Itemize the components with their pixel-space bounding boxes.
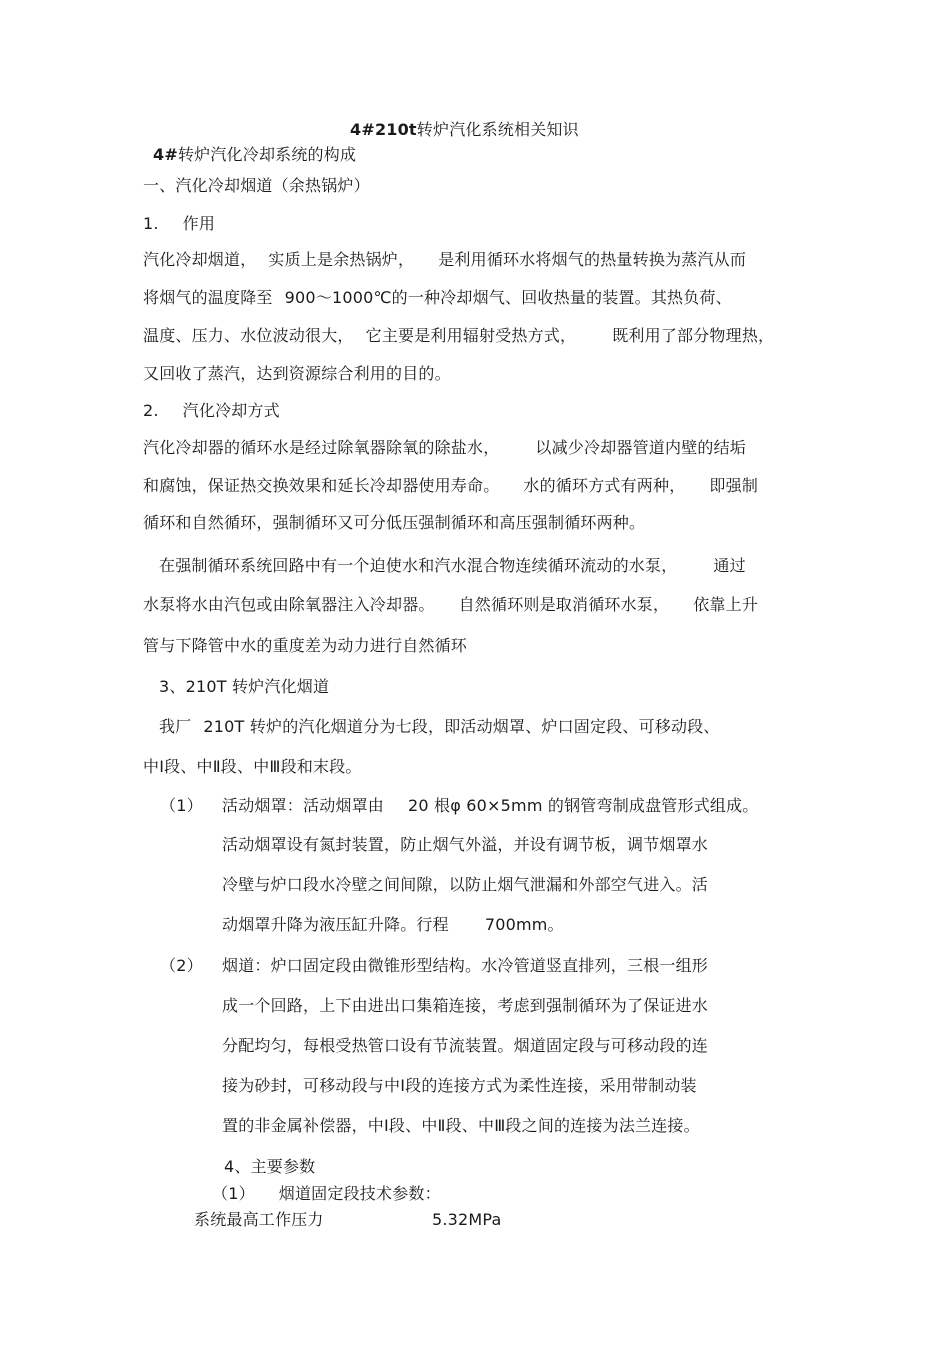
item-4-heading: 4、主要参数 xyxy=(224,1157,316,1176)
paragraph-line: 我厂 210T 转炉的汽化烟道分为七段，即活动烟罩、炉口固定段、可移动段、 xyxy=(159,717,720,736)
sub-item-number: （2） xyxy=(160,956,203,975)
sub-item-line: 成一个回路，上下由进出口集箱连接，考虑到强制循环为了保证进水 xyxy=(222,996,709,1015)
sub-item-line: 活动烟罩：活动烟罩由 20 根φ 60×5mm 的钢管弯制成盘管形式组成。 xyxy=(222,796,759,815)
sub-item-number: （1） xyxy=(160,796,203,815)
page-title: 4#210t转炉汽化系统相关知识 xyxy=(350,120,579,139)
sub-item-line: 动烟罩升降为液压缸升降。行程 700mm。 xyxy=(222,915,564,934)
sub-item-line: 活动烟罩设有氮封装置，防止烟气外溢，并设有调节板，调节烟罩水 xyxy=(222,835,709,854)
sub-item-line: 分配均匀，每根受热管口设有节流装置。烟道固定段与可移动段的连 xyxy=(222,1036,709,1055)
section-heading: 4#转炉汽化冷却系统的构成 xyxy=(153,145,357,164)
item-1-heading: 1. 作用 xyxy=(143,214,216,233)
paragraph-line: 水泵将水由汽包或由除氧器注入冷却器。 自然循环则是取消循环水泵， 依靠上升 xyxy=(143,595,759,614)
item-3-heading: 3、210T 转炉汽化烟道 xyxy=(159,677,330,696)
section-1-heading: 一、汽化冷却烟道（余热锅炉） xyxy=(143,176,370,195)
param-value: 5.32MPa xyxy=(432,1210,502,1229)
paragraph-line: 将烟气的温度降至 900～1000℃的一种冷却烟气、回收热量的装置。其热负荷、 xyxy=(143,288,732,307)
item-2-heading: 2. 汽化冷却方式 xyxy=(143,401,280,420)
paragraph-line: 汽化冷却烟道， 实质上是余热锅炉， 是利用循环水将烟气的热量转换为蒸汽从而 xyxy=(143,250,747,269)
paragraph-line: 温度、压力、水位波动很大， 它主要是利用辐射受热方式， 既利用了部分物理热， xyxy=(143,326,775,345)
paragraph-line: 循环和自然循环，强制循环又可分低压强制循环和高压强制循环两种。 xyxy=(143,513,646,532)
paragraph-line: 又回收了蒸汽，达到资源综合利用的目的。 xyxy=(143,364,451,383)
sub-item-line: 置的非金属补偿器，中Ⅰ段、中Ⅱ段、中Ⅲ段之间的连接为法兰连接。 xyxy=(222,1116,700,1135)
sub-item-line: 烟道：炉口固定段由微锥形型结构。水冷管道竖直排列，三根一组形 xyxy=(222,956,709,975)
paragraph-line: 中Ⅰ段、中Ⅱ段、中Ⅲ段和末段。 xyxy=(143,757,362,776)
paragraph-line: 管与下降管中水的重度差为动力进行自然循环 xyxy=(143,636,468,655)
param-label: 系统最高工作压力 xyxy=(194,1210,324,1229)
paragraph-line: 汽化冷却器的循环水是经过除氧器除氧的除盐水， 以减少冷却器管道内壁的结垢 xyxy=(143,438,747,457)
paragraph-line: 和腐蚀，保证热交换效果和延长冷却器使用寿命。 水的循环方式有两种， 即强制 xyxy=(143,476,759,495)
sub-item-line: 冷壁与炉口段水冷壁之间间隙，以防止烟气泄漏和外部空气进入。活 xyxy=(222,875,709,894)
sub-item-line: 接为砂封，可移动段与中Ⅰ段的连接方式为柔性连接，采用带制动装 xyxy=(222,1076,697,1095)
param-section-heading: （1） 烟道固定段技术参数： xyxy=(212,1184,441,1203)
paragraph-line: 在强制循环系统回路中有一个迫使水和汽水混合物连续循环流动的水泵， 通过 xyxy=(159,556,746,575)
